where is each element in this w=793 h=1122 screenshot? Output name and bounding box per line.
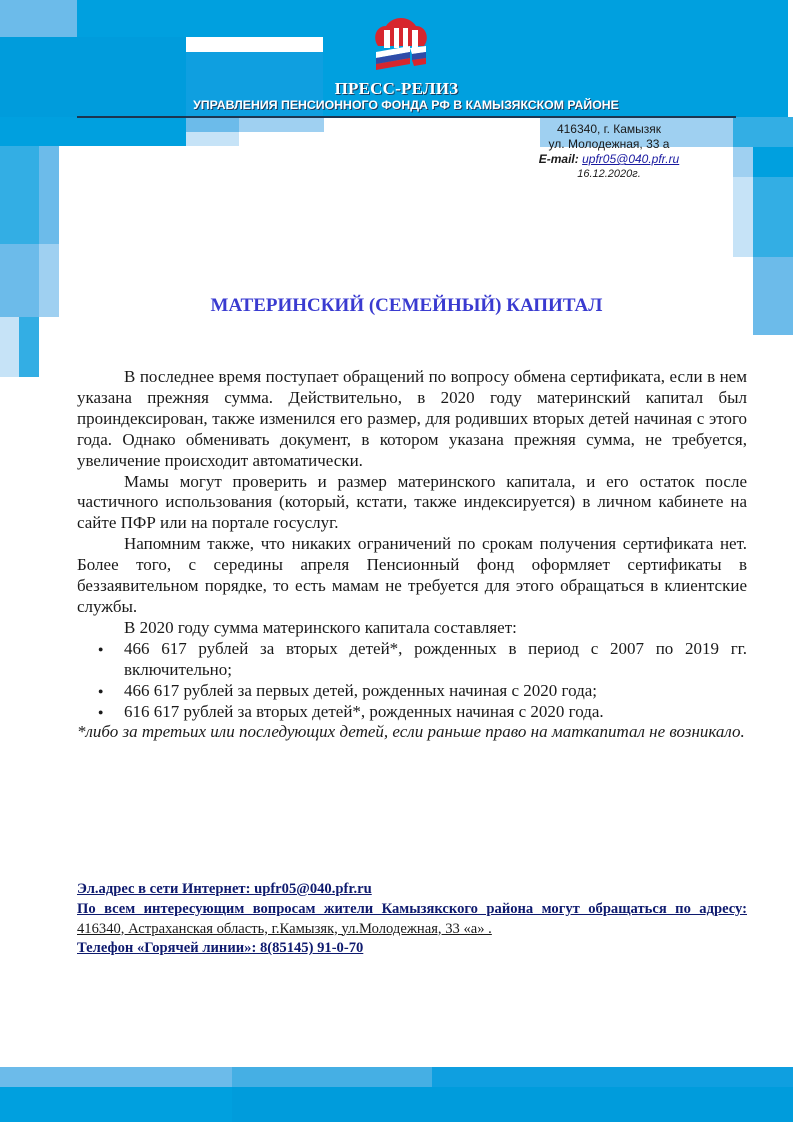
decor-block xyxy=(0,317,19,377)
email-line xyxy=(520,152,698,167)
questions-label: По всем интересующим вопросам жители Камызякского района могут обращаться по адресу: xyxy=(77,900,747,917)
footnote: *либо за третьих или последующих детей, если раньше право на маткапитал не возникало. xyxy=(77,722,745,742)
decor-block xyxy=(0,1087,232,1122)
list-item: ● 616 617 рублей за вторых детей*, рожденных начиная с 2020 года. xyxy=(124,702,747,723)
address-line-1: 416340, г. Камызяк xyxy=(556,122,662,136)
email-label: E-mail: xyxy=(538,152,579,166)
decor-block xyxy=(77,0,323,37)
amount-list xyxy=(77,639,747,723)
email-link[interactable]: upfr05@040.pfr.ru xyxy=(582,152,680,166)
paragraph: В последнее время поступает обращений по вопросу обмена сертификата, если в нем указана прежняя сумма. Действительно, в 2020 году материнский капитал был проиндексирован, также изменился его размер, для родивших вторых детей начиная с этого года. Однако обменивать документ, в котором указана прежняя сумма, не требуется, увеличение происходит автоматически. xyxy=(77,367,747,470)
internet-address[interactable]: Эл.адрес в сети Интернет: upfr05@040.pfr.ru xyxy=(77,881,372,897)
address-line-2: ул. Молодежная, 33 а xyxy=(548,137,670,151)
contacts-block xyxy=(77,880,747,959)
decor-block xyxy=(232,1067,432,1087)
decor-block xyxy=(186,117,239,132)
list-item: ● 466 617 рублей за вторых детей*, рожденных в период с 2007 по 2019 гг. включительно; xyxy=(124,639,747,681)
decor-block xyxy=(432,1067,793,1087)
press-release-title: ПРЕСС-РЕЛИЗ xyxy=(334,79,459,98)
list-item: ● 466 617 рублей за первых детей, рожденных начиная с 2020 года; xyxy=(124,681,747,702)
questions-line xyxy=(77,900,747,940)
decor-block xyxy=(232,1087,793,1122)
decor-block xyxy=(186,132,239,146)
decor-block xyxy=(0,1067,232,1087)
decor-block xyxy=(733,147,753,177)
paragraph: Напомним также, что никаких ограничений по срокам получения сертификата нет. Более того, с середины апреля Пенсионный фонд оформляет сертификаты в беззаявительном порядке, то есть мамам не требуется для этого обращаться в клиентские службы. xyxy=(77,534,747,616)
decor-block xyxy=(239,117,324,132)
paragraph: Мамы могут проверить и размер материнского капитала, и его остаток после частичного использования (который, кстати, также индексируется) в личном кабинете на сайте ПФР или на портале госуслуг. xyxy=(77,471,747,533)
decor-block xyxy=(733,177,753,257)
decor-block xyxy=(753,177,793,257)
decor-block xyxy=(39,146,59,244)
decor-block xyxy=(19,317,39,377)
hotline-phone: Телефон «Горячей линии»: 8(85145) 91-0-70 xyxy=(77,940,364,957)
decor-block xyxy=(733,117,793,147)
header-divider xyxy=(77,116,736,118)
decor-block xyxy=(753,147,793,177)
decor-block xyxy=(0,146,39,244)
questions-address: 416340, Астраханская область, г.Камызяк, ул.Молодежная, 33 «а» . xyxy=(77,920,492,937)
decor-block xyxy=(0,0,77,37)
press-release-subtitle: УПРАВЛЕНИЯ ПЕНСИОННОГО ФОНДА РФ В КАМЫЗЯКСКОМ РАЙОНЕ xyxy=(193,98,619,112)
release-date: 16.12.2020г. xyxy=(577,168,641,180)
decor-block xyxy=(0,117,186,146)
document-body xyxy=(77,367,747,743)
contact-address-block xyxy=(520,122,698,182)
document-title: МАТЕРИНСКИЙ (СЕМЕЙНЫЙ) КАПИТАЛ xyxy=(210,295,603,316)
pfr-logo-icon xyxy=(370,16,432,74)
paragraph: В 2020 году сумма материнского капитала составляет: xyxy=(124,617,517,637)
